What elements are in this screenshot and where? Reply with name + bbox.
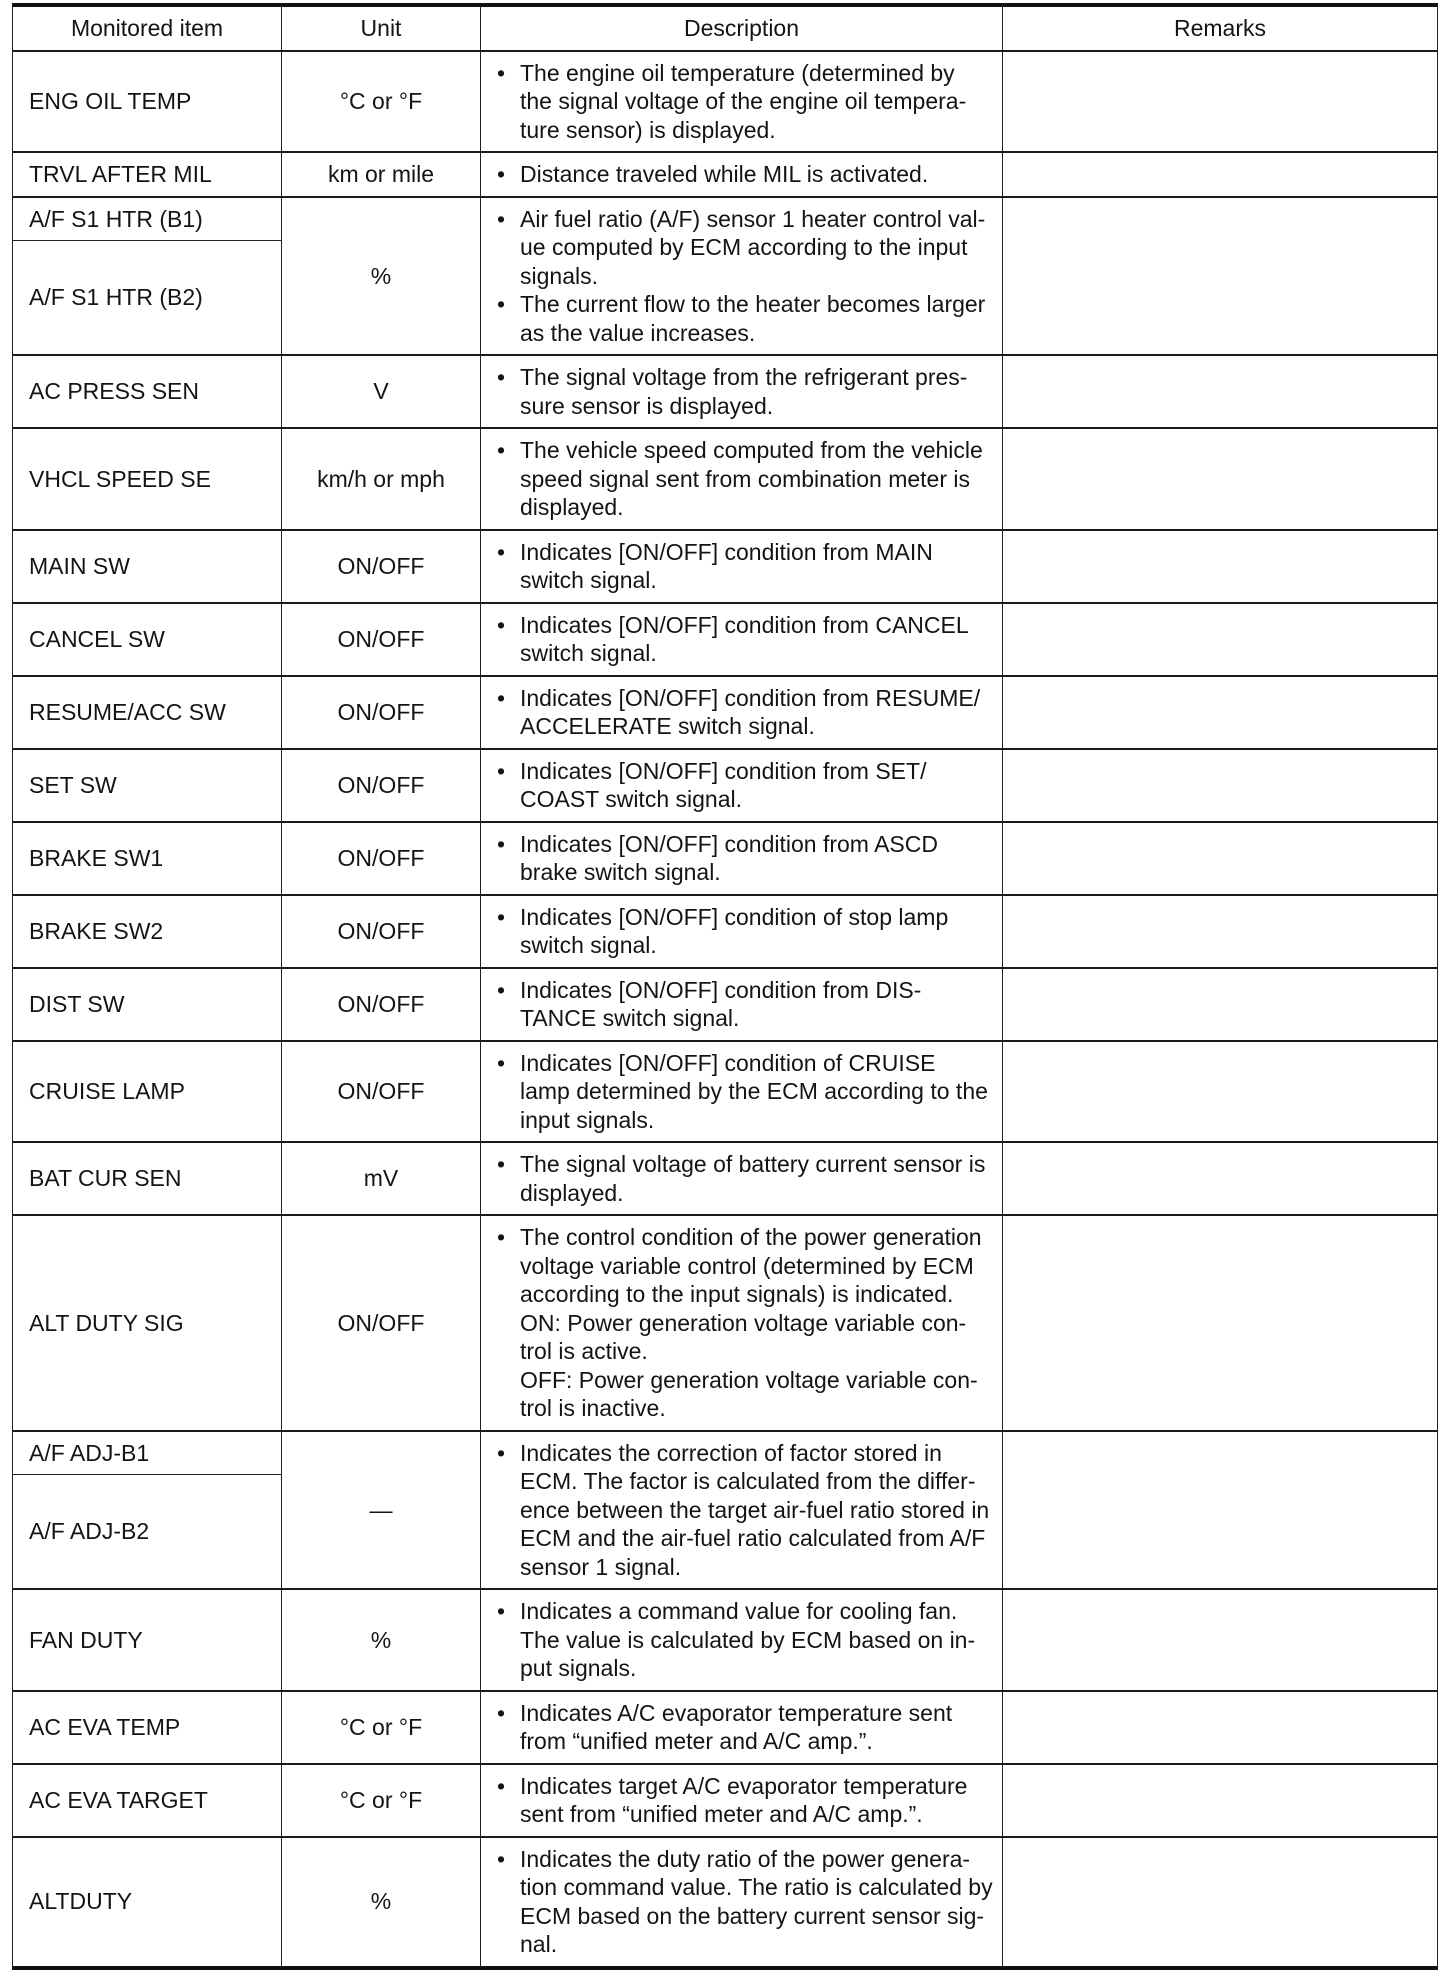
remarks (1002, 356, 1437, 427)
unit: ON/OFF (281, 896, 480, 967)
monitored-item: A/F S1 HTR (B1) (13, 198, 281, 242)
unit: — (281, 1432, 480, 1589)
description-item (520, 1049, 994, 1135)
unit: % (281, 1838, 480, 1966)
table-row (13, 748, 1437, 821)
description-item (520, 1699, 994, 1756)
table-row (13, 1836, 1437, 1966)
description (480, 52, 1002, 152)
bullet-icon (497, 1699, 505, 1728)
bullet-icon (497, 160, 505, 189)
table-row (13, 602, 1437, 675)
table-row (13, 427, 1437, 529)
description (480, 677, 1002, 748)
monitored-item-group (13, 1432, 281, 1589)
monitored-item: A/F S1 HTR (B2) (29, 284, 203, 311)
remarks (1002, 153, 1437, 196)
bullet-icon (497, 1845, 505, 1874)
description-text: The signal voltage of battery current sensor is displayed. (520, 1151, 986, 1206)
table-row (13, 50, 1437, 152)
monitored-item: A/F ADJ-B1 (13, 1432, 281, 1476)
remarks (1002, 1432, 1437, 1589)
header-row (13, 7, 1437, 50)
description-text: The engine oil temperature (determined by the signal voltage of the engine oil tempera- ture sensor) is displayed. (520, 59, 967, 143)
description-item (520, 538, 994, 595)
bullet-icon (497, 1597, 505, 1626)
remarks (1002, 750, 1437, 821)
monitored-item: BRAKE SW2 (29, 917, 164, 944)
remarks (1002, 1143, 1437, 1214)
description (480, 1838, 1002, 1966)
description-text: Indicates [ON/OFF] condition of stop lamp switch signal. (520, 903, 949, 958)
table-row (13, 354, 1437, 427)
bullet-icon (497, 1439, 505, 1468)
unit: ON/OFF (281, 823, 480, 894)
description-text: Indicates [ON/OFF] condition from RESUME/ ACCELERATE switch signal. (520, 684, 981, 739)
description-item (520, 1597, 994, 1683)
bullet-icon (497, 757, 505, 786)
unit: km or mile (281, 153, 480, 196)
monitored-item: CANCEL SW (29, 625, 165, 652)
unit: % (281, 198, 480, 355)
description-item (520, 363, 994, 420)
monitored-items-table (12, 3, 1438, 1970)
unit: ON/OFF (281, 677, 480, 748)
description-item (520, 436, 994, 522)
description-item (520, 757, 994, 814)
description-text: The control condition of the power generation voltage variable control (determined by ECM according to the input signals) is indicated. ON: Power generation voltage variable con- trol is active. OFF: Power generation voltage variable con- trol is inactive. (520, 1224, 982, 1421)
bullet-icon (497, 290, 505, 319)
monitored-item: AC EVA TEMP (29, 1713, 181, 1740)
remarks (1002, 1692, 1437, 1763)
remarks (1002, 823, 1437, 894)
description-text: Indicates [ON/OFF] condition from DIS- TANCE switch signal. (520, 976, 922, 1031)
table-row (13, 894, 1437, 967)
unit: ON/OFF (281, 1042, 480, 1142)
monitored-item: FAN DUTY (29, 1626, 143, 1653)
description (480, 969, 1002, 1040)
remarks (1002, 52, 1437, 152)
bullet-icon (497, 903, 505, 932)
description-item (520, 976, 994, 1033)
description-text: Indicates [ON/OFF] condition of CRUISE lamp determined by the ECM according to the input signals. (520, 1049, 988, 1133)
monitored-item: TRVL AFTER MIL (29, 161, 212, 187)
description-text: The vehicle speed computed from the vehicle speed signal sent from combination meter is displayed. (520, 437, 983, 520)
remarks (1002, 198, 1437, 355)
table-row (13, 529, 1437, 602)
description (480, 531, 1002, 602)
table-row (13, 821, 1437, 894)
bullet-icon (497, 205, 505, 234)
unit: mV (281, 1143, 480, 1214)
description (480, 1042, 1002, 1142)
monitored-item: ALTDUTY (29, 1888, 133, 1915)
description (480, 896, 1002, 967)
remarks (1002, 1838, 1437, 1966)
unit: ON/OFF (281, 750, 480, 821)
remarks (1002, 1216, 1437, 1430)
monitored-item: BAT CUR SEN (29, 1165, 182, 1192)
unit: °C or °F (281, 52, 480, 152)
monitored-item: MAIN SW (29, 552, 130, 579)
description-text: The signal voltage from the refrigerant pres- sure sensor is displayed. (520, 364, 968, 419)
monitored-item: BRAKE SW1 (29, 844, 164, 871)
description-item (520, 290, 994, 347)
unit: km/h or mph (281, 429, 480, 529)
unit: °C or °F (281, 1765, 480, 1836)
monitored-item: ALT DUTY SIG (29, 1309, 184, 1336)
remarks (1002, 531, 1437, 602)
description (480, 429, 1002, 529)
table-row (13, 1214, 1437, 1430)
description-text: Indicates [ON/OFF] condition from SET/ COAST switch signal. (520, 757, 927, 812)
unit: ON/OFF (281, 1216, 480, 1430)
table-row (13, 675, 1437, 748)
unit: % (281, 1590, 480, 1690)
description-text: Distance traveled while MIL is activated. (520, 161, 929, 187)
table-row (13, 1430, 1437, 1589)
description-item (520, 1150, 994, 1207)
monitored-item: DIST SW (29, 990, 125, 1017)
remarks (1002, 677, 1437, 748)
unit: °C or °F (281, 1692, 480, 1763)
description (480, 823, 1002, 894)
description (480, 1432, 1002, 1589)
description (480, 153, 1002, 196)
description-item (520, 903, 994, 960)
header-monitored-item: Monitored item (70, 15, 224, 41)
description-text: Indicates A/C evaporator temperature sent from “unified meter and A/C amp.”. (520, 1699, 953, 1754)
monitored-item: ENG OIL TEMP (29, 88, 192, 114)
table-row (13, 1690, 1437, 1763)
monitored-item: SET SW (29, 771, 117, 798)
remarks (1002, 969, 1437, 1040)
bullet-icon (497, 976, 505, 1005)
header-description: Description (480, 7, 1002, 50)
description-item (520, 830, 994, 887)
bullet-icon (497, 830, 505, 859)
unit: V (281, 356, 480, 427)
table-row (13, 967, 1437, 1040)
description-item (520, 59, 994, 145)
description-text: Indicates a command value for cooling fan. The value is calculated by ECM based on in- put signals. (520, 1598, 976, 1681)
description-item (520, 684, 994, 741)
description-text: Indicates target A/C evaporator temperature sent from “unified meter and A/C amp.”. (520, 1772, 968, 1827)
table-row (13, 151, 1437, 196)
description-text: The current flow to the heater becomes larger as the value increases. (520, 291, 986, 346)
description-text: Indicates the duty ratio of the power genera- tion command value. The ratio is calculated by ECM based on the battery current sensor sig- nal. (520, 1845, 993, 1957)
bullet-icon (497, 1223, 505, 1252)
monitored-item: VHCL SPEED SE (29, 465, 211, 492)
unit: ON/OFF (281, 531, 480, 602)
description (480, 1216, 1002, 1430)
table-row (13, 1763, 1437, 1836)
description-item (520, 1439, 994, 1582)
monitored-item: A/F ADJ-B2 (29, 1518, 150, 1545)
bullet-icon (497, 684, 505, 713)
description (480, 198, 1002, 355)
description-item (520, 1223, 994, 1423)
bullet-icon (497, 1150, 505, 1179)
monitored-item: AC EVA TARGET (29, 1786, 208, 1813)
monitored-item: CRUISE LAMP (29, 1078, 185, 1104)
monitored-item: AC PRESS SEN (29, 378, 199, 405)
description (480, 750, 1002, 821)
monitored-item: RESUME/ACC SW (29, 698, 226, 725)
monitored-item-group (13, 198, 281, 355)
description (480, 356, 1002, 427)
bullet-icon (497, 59, 505, 88)
remarks (1002, 1765, 1437, 1836)
description-text: Indicates the correction of factor stored in ECM. The factor is calculated from the differ- ence between the target air-fuel ratio stored in ECM and the air-fuel ratio calculated from A/F sensor 1 signal. (520, 1439, 990, 1580)
description (480, 1692, 1002, 1763)
table-row (13, 1141, 1437, 1214)
table-row (13, 1588, 1437, 1690)
description-text: Indicates [ON/OFF] condition from ASCD brake switch signal. (520, 830, 938, 885)
description (480, 1143, 1002, 1214)
description (480, 1590, 1002, 1690)
remarks (1002, 1042, 1437, 1142)
description-item (520, 1845, 994, 1959)
bullet-icon (497, 1772, 505, 1801)
bullet-icon (497, 1049, 505, 1078)
description-text: Indicates [ON/OFF] condition from MAIN switch signal. (520, 538, 933, 593)
description-item (520, 1772, 994, 1829)
bullet-icon (497, 611, 505, 640)
description-text: Indicates [ON/OFF] condition from CANCEL switch signal. (520, 611, 969, 666)
bullet-icon (497, 436, 505, 465)
table-row (13, 196, 1437, 355)
description-item (520, 160, 994, 189)
bullet-icon (497, 538, 505, 567)
remarks (1002, 1590, 1437, 1690)
description (480, 604, 1002, 675)
header-unit: Unit (281, 7, 480, 50)
remarks (1002, 429, 1437, 529)
unit: ON/OFF (281, 604, 480, 675)
bullet-icon (497, 363, 505, 392)
description-text: Air fuel ratio (A/F) sensor 1 heater control val- ue computed by ECM according to the input signals. (520, 205, 986, 289)
remarks (1002, 896, 1437, 967)
description-item (520, 205, 994, 291)
header-remarks: Remarks (1002, 7, 1437, 50)
unit: ON/OFF (281, 969, 480, 1040)
remarks (1002, 604, 1437, 675)
description-item (520, 611, 994, 668)
description (480, 1765, 1002, 1836)
table-row (13, 1040, 1437, 1142)
